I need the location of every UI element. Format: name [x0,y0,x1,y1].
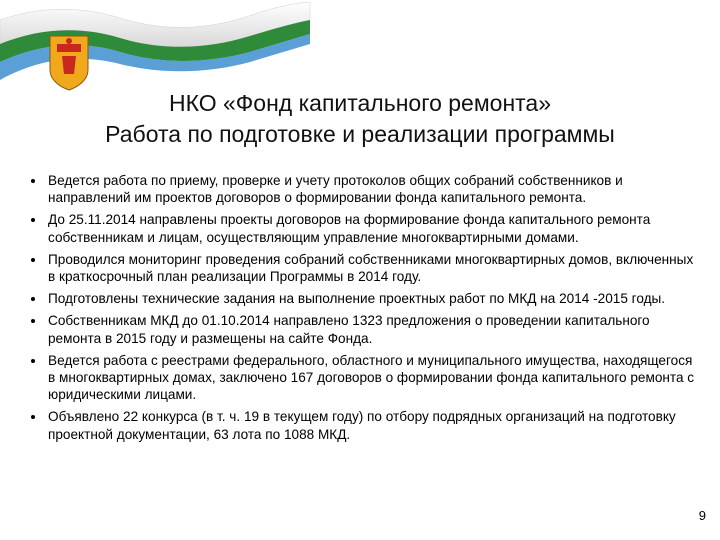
list-item [48,290,698,307]
flag-ribbon-banner [0,0,320,100]
list-item [48,211,698,246]
list-item [48,408,698,443]
bullet-dot-icon [31,359,35,363]
list-item-text: Подготовлены технические задания на выполнение проектных работ по МКД на 2014 -2015 годы. [48,291,666,307]
coat-of-arms-icon [50,36,88,90]
bullet-dot-icon [31,297,35,301]
bullet-dot-icon [31,258,35,262]
list-item [48,251,698,286]
page-number: 9 [698,508,706,523]
list-item-text: Проводился мониторинг проведения собраний собственниками многоквартирных домов, включенных в краткосрочный план реализации Программы в 2014 году. [48,251,694,285]
bullet-dot-icon [31,319,35,323]
bullet-dot-icon [31,218,35,222]
list-item [48,312,698,347]
list-item-text: До 25.11.2014 направлены проекты договоров на формирование фонда капитального ремонта собственникам и лицам, осуществляющим управление многоквартирными домами. [48,212,651,245]
list-item-text: Объявлено 22 конкурса (в т. ч. 19 в текущем году) по отбору подрядных организаций на подготовку проектной документации, 63 лота по 1088 МКД. [48,409,676,442]
slide-title [0,88,720,150]
bullet-list [48,172,698,448]
title-line-1: НКО «Фонд капитального ремонта» [168,90,552,116]
list-item-text: Ведется работа с реестрами федерального, областного и муниципального имущества, находящегося в многоквартирных домах, заключено 167 договоров о формировании фонда капитального ремонта с юридическими лицами. [48,352,695,403]
bullet-dot-icon [31,415,35,419]
title-line-2: Работа по подготовке и реализации программы [105,121,615,147]
bullet-dot-icon [31,179,35,183]
list-item [48,172,698,207]
list-item-text: Ведется работа по приему, проверке и учету протоколов общих собраний собственников и направлений им проектов договоров о формировании фонда капитального ремонта. [48,173,623,206]
list-item-text: Собственникам МКД до 01.10.2014 направлено 1323 предложения о проведении капитального ремонта в 2015 году и размещены на сайте Фонда. [48,313,650,346]
list-item [48,352,698,404]
